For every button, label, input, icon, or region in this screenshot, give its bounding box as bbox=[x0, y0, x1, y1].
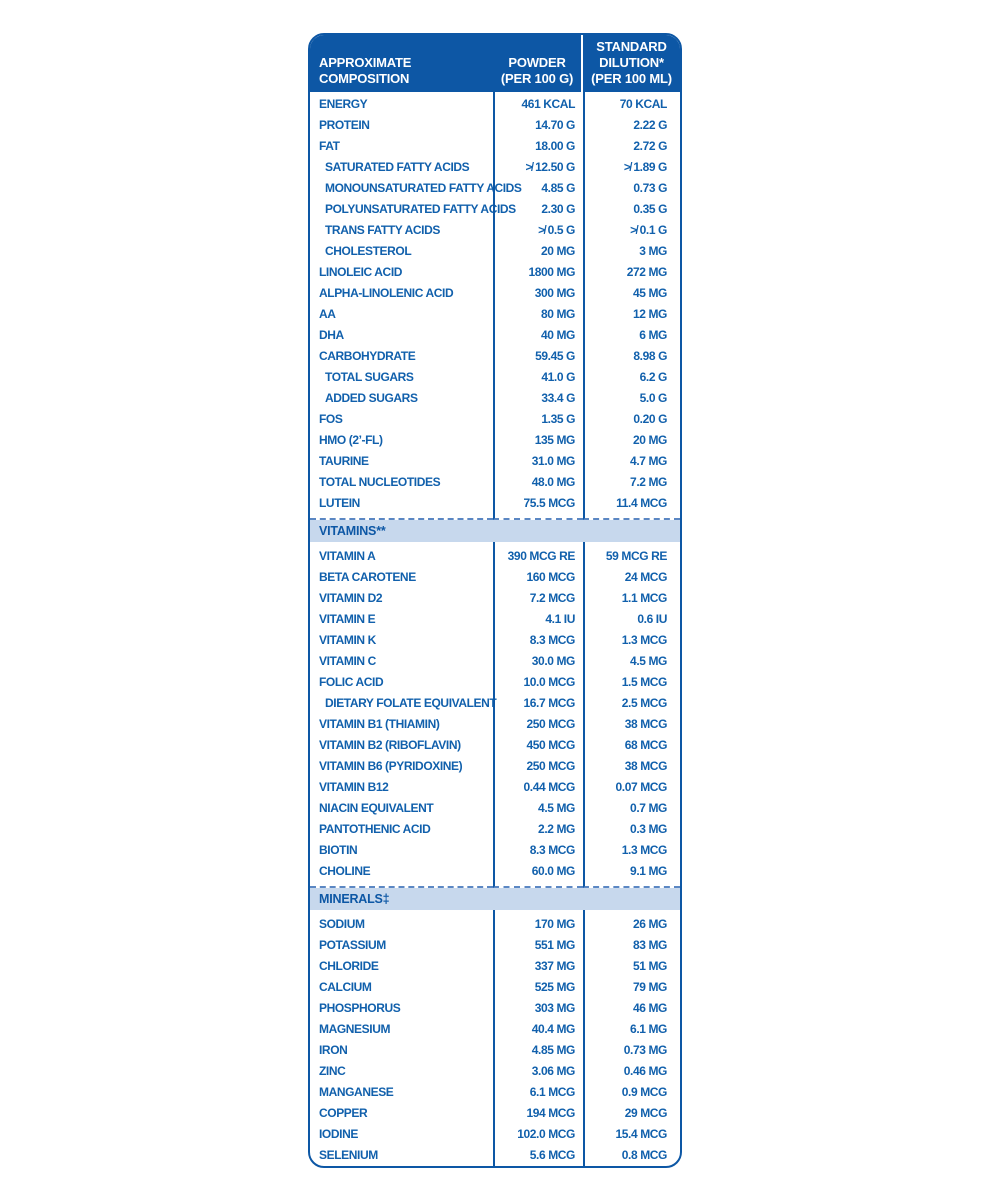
table-row bbox=[310, 777, 680, 798]
powder-value: 390 MCG RE bbox=[493, 546, 583, 567]
powder-value: 4.85 MG bbox=[493, 1040, 583, 1061]
table-row bbox=[310, 94, 680, 115]
dilution-value: 24 MCG bbox=[583, 567, 680, 588]
table-row bbox=[310, 567, 680, 588]
powder-value: 8.3 MCG bbox=[493, 840, 583, 861]
table-row bbox=[310, 199, 680, 220]
nutrient-label: VITAMIN E bbox=[319, 612, 376, 626]
powder-value: 160 MCG bbox=[493, 567, 583, 588]
dilution-value: 59 MCG RE bbox=[583, 546, 680, 567]
table-row bbox=[310, 956, 680, 977]
nutrient-label: ENERGY bbox=[319, 97, 368, 111]
dilution-value: 272 MG bbox=[583, 262, 680, 283]
dilution-value: 6.2 G bbox=[583, 367, 680, 388]
powder-value: 194 MCG bbox=[493, 1103, 583, 1124]
dilution-value: 15.4 MCG bbox=[583, 1124, 680, 1145]
dilution-value: 38 MCG bbox=[583, 756, 680, 777]
nutrient-label: POLYUNSATURATED FATTY ACIDS bbox=[325, 202, 516, 216]
powder-value: 2.30 G bbox=[493, 199, 583, 220]
dilution-value: ≯ 0.1 G bbox=[583, 220, 680, 241]
header-col3-line1: STANDARD bbox=[596, 39, 667, 54]
dilution-value: 20 MG bbox=[583, 430, 680, 451]
powder-value: 2.2 MG bbox=[493, 819, 583, 840]
table-row bbox=[310, 609, 680, 630]
dilution-value: 5.0 G bbox=[583, 388, 680, 409]
table-row bbox=[310, 346, 680, 367]
nutrient-label: PROTEIN bbox=[319, 118, 370, 132]
divider-segment bbox=[583, 882, 680, 888]
powder-value: 525 MG bbox=[493, 977, 583, 998]
powder-value: 102.0 MCG bbox=[493, 1124, 583, 1145]
dilution-value: 4.5 MG bbox=[583, 651, 680, 672]
dilution-value: ≯ 1.89 G bbox=[583, 157, 680, 178]
table-row bbox=[310, 693, 680, 714]
powder-value: 6.1 MCG bbox=[493, 1082, 583, 1103]
dilution-value: 0.07 MCG bbox=[583, 777, 680, 798]
dilution-value: 6.1 MG bbox=[583, 1019, 680, 1040]
powder-value: 16.7 MCG bbox=[493, 693, 583, 714]
powder-value: 170 MG bbox=[493, 914, 583, 935]
table-row bbox=[310, 861, 680, 882]
nutrient-label: NIACIN EQUIVALENT bbox=[319, 801, 434, 815]
powder-value: 4.1 IU bbox=[493, 609, 583, 630]
nutrient-label: VITAMIN B1 (THIAMIN) bbox=[319, 717, 440, 731]
powder-value: 18.00 G bbox=[493, 136, 583, 157]
table-row bbox=[310, 840, 680, 861]
dilution-value: 0.7 MG bbox=[583, 798, 680, 819]
powder-value: ≯ 0.5 G bbox=[493, 220, 583, 241]
dilution-value: 0.6 IU bbox=[583, 609, 680, 630]
powder-value: 250 MCG bbox=[493, 756, 583, 777]
nutrient-label: ADDED SUGARS bbox=[325, 391, 418, 405]
dilution-value: 4.7 MG bbox=[583, 451, 680, 472]
nutrient-label: BETA CAROTENE bbox=[319, 570, 416, 584]
nutrient-label: CARBOHYDRATE bbox=[319, 349, 416, 363]
table-row bbox=[310, 935, 680, 956]
table-row bbox=[310, 714, 680, 735]
table-row bbox=[310, 451, 680, 472]
dilution-value: 0.35 G bbox=[583, 199, 680, 220]
nutrient-label: PANTOTHENIC ACID bbox=[319, 822, 431, 836]
nutrient-label: MONOUNSATURATED FATTY ACIDS bbox=[325, 181, 522, 195]
dilution-value: 2.72 G bbox=[583, 136, 680, 157]
nutrient-label: MAGNESIUM bbox=[319, 1022, 391, 1036]
table-row bbox=[310, 493, 680, 514]
dilution-value: 12 MG bbox=[583, 304, 680, 325]
table-row bbox=[310, 977, 680, 998]
powder-value: 3.06 MG bbox=[493, 1061, 583, 1082]
table-row bbox=[310, 1061, 680, 1082]
dilution-value: 8.98 G bbox=[583, 346, 680, 367]
nutrient-label: IRON bbox=[319, 1043, 348, 1057]
powder-value: 33.4 G bbox=[493, 388, 583, 409]
table-row bbox=[310, 914, 680, 935]
dilution-value: 7.2 MG bbox=[583, 472, 680, 493]
powder-value: 4.85 G bbox=[493, 178, 583, 199]
nutrient-label: IODINE bbox=[319, 1127, 358, 1141]
powder-value: 20 MG bbox=[493, 241, 583, 262]
powder-value: 48.0 MG bbox=[493, 472, 583, 493]
table-row bbox=[310, 1145, 680, 1166]
dilution-value: 51 MG bbox=[583, 956, 680, 977]
powder-value: 450 MCG bbox=[493, 735, 583, 756]
nutrient-label: CALCIUM bbox=[319, 980, 372, 994]
table-row bbox=[310, 588, 680, 609]
powder-value: 4.5 MG bbox=[493, 798, 583, 819]
nutrient-label: COPPER bbox=[319, 1106, 368, 1120]
nutrient-label: VITAMIN A bbox=[319, 549, 376, 563]
table-row bbox=[310, 546, 680, 567]
nutrient-label: SODIUM bbox=[319, 917, 365, 931]
divider-segment bbox=[493, 514, 583, 520]
dilution-value: 70 KCAL bbox=[583, 94, 680, 115]
nutrient-label: ZINC bbox=[319, 1064, 346, 1078]
table-row bbox=[310, 157, 680, 178]
dilution-value: 68 MCG bbox=[583, 735, 680, 756]
nutrient-label: BIOTIN bbox=[319, 843, 358, 857]
table-row bbox=[310, 367, 680, 388]
powder-value: 41.0 G bbox=[493, 367, 583, 388]
dilution-value: 0.3 MG bbox=[583, 819, 680, 840]
section-header: MINERALS‡ bbox=[310, 888, 680, 910]
table-row bbox=[310, 178, 680, 199]
table-row bbox=[310, 304, 680, 325]
dilution-value: 1.3 MCG bbox=[583, 840, 680, 861]
powder-value: 60.0 MG bbox=[493, 861, 583, 882]
header-col1-line2: COMPOSITION bbox=[319, 71, 410, 86]
powder-value: 461 KCAL bbox=[493, 94, 583, 115]
header-col3-line2: DILUTION* bbox=[599, 55, 664, 70]
header-col1-line1: APPROXIMATE bbox=[319, 55, 412, 70]
powder-value: 1.35 G bbox=[493, 409, 583, 430]
dilution-value: 46 MG bbox=[583, 998, 680, 1019]
powder-value: 135 MG bbox=[493, 430, 583, 451]
dilution-value: 79 MG bbox=[583, 977, 680, 998]
table-row bbox=[310, 262, 680, 283]
nutrient-label: AA bbox=[319, 307, 336, 321]
table-row bbox=[310, 735, 680, 756]
nutrient-label: SATURATED FATTY ACIDS bbox=[325, 160, 470, 174]
table-row bbox=[310, 998, 680, 1019]
dilution-value: 2.22 G bbox=[583, 115, 680, 136]
table-row bbox=[310, 651, 680, 672]
table-body bbox=[310, 92, 680, 1166]
table-row bbox=[310, 136, 680, 157]
nutrient-label: VITAMIN K bbox=[319, 633, 376, 647]
powder-value: 1800 MG bbox=[493, 262, 583, 283]
nutrient-label: PHOSPHORUS bbox=[319, 1001, 401, 1015]
table-row bbox=[310, 283, 680, 304]
powder-value: 75.5 MCG bbox=[493, 493, 583, 514]
dilution-value: 1.3 MCG bbox=[583, 630, 680, 651]
nutrient-label: CHOLESTEROL bbox=[325, 244, 412, 258]
nutrient-label: SELENIUM bbox=[319, 1148, 378, 1162]
dilution-value: 0.20 G bbox=[583, 409, 680, 430]
table-row bbox=[310, 325, 680, 346]
powder-value: 31.0 MG bbox=[493, 451, 583, 472]
dilution-value: 2.5 MCG bbox=[583, 693, 680, 714]
header-standard-dilution bbox=[583, 35, 680, 92]
table-row bbox=[310, 630, 680, 651]
nutrient-label: CHLORIDE bbox=[319, 959, 379, 973]
powder-value: ≯ 12.50 G bbox=[493, 157, 583, 178]
powder-value: 300 MG bbox=[493, 283, 583, 304]
dilution-value: 0.46 MG bbox=[583, 1061, 680, 1082]
dilution-value: 45 MG bbox=[583, 283, 680, 304]
powder-value: 0.44 MCG bbox=[493, 777, 583, 798]
powder-value: 80 MG bbox=[493, 304, 583, 325]
powder-value: 59.45 G bbox=[493, 346, 583, 367]
table-row bbox=[310, 1040, 680, 1061]
powder-value: 40.4 MG bbox=[493, 1019, 583, 1040]
header-approximate-composition bbox=[310, 35, 493, 92]
nutrient-label: TAURINE bbox=[319, 454, 369, 468]
table-row bbox=[310, 241, 680, 262]
nutrient-label: VITAMIN B2 (RIBOFLAVIN) bbox=[319, 738, 461, 752]
dilution-value: 0.8 MCG bbox=[583, 1145, 680, 1166]
header-col2-line1: POWDER bbox=[508, 55, 566, 70]
dilution-value: 3 MG bbox=[583, 241, 680, 262]
dilution-value: 26 MG bbox=[583, 914, 680, 935]
table-row bbox=[310, 1124, 680, 1145]
nutrient-label: FAT bbox=[319, 139, 340, 153]
powder-value: 337 MG bbox=[493, 956, 583, 977]
dilution-value: 29 MCG bbox=[583, 1103, 680, 1124]
nutrient-label: MANGANESE bbox=[319, 1085, 394, 1099]
powder-value: 40 MG bbox=[493, 325, 583, 346]
table-row bbox=[310, 220, 680, 241]
nutrient-label: VITAMIN B6 (PYRIDOXINE) bbox=[319, 759, 463, 773]
table-row bbox=[310, 819, 680, 840]
nutrient-label: TOTAL NUCLEOTIDES bbox=[319, 475, 441, 489]
powder-value: 551 MG bbox=[493, 935, 583, 956]
powder-value: 8.3 MCG bbox=[493, 630, 583, 651]
table-row bbox=[310, 409, 680, 430]
nutrient-label: VITAMIN D2 bbox=[319, 591, 383, 605]
table-row bbox=[310, 798, 680, 819]
powder-value: 14.70 G bbox=[493, 115, 583, 136]
table-row bbox=[310, 672, 680, 693]
powder-value: 250 MCG bbox=[493, 714, 583, 735]
powder-value: 7.2 MCG bbox=[493, 588, 583, 609]
table-row bbox=[310, 430, 680, 451]
table-row bbox=[310, 115, 680, 136]
table-row bbox=[310, 756, 680, 777]
dilution-value: 9.1 MG bbox=[583, 861, 680, 882]
nutrient-label: DIETARY FOLATE EQUIVALENT bbox=[325, 696, 497, 710]
nutrient-label: FOS bbox=[319, 412, 343, 426]
dilution-value: 11.4 MCG bbox=[583, 493, 680, 514]
nutrient-label: CHOLINE bbox=[319, 864, 371, 878]
table-row bbox=[310, 388, 680, 409]
header-col2-line2: (PER 100 G) bbox=[500, 71, 574, 86]
nutrient-label: POTASSIUM bbox=[319, 938, 386, 952]
nutrient-label: HMO (2’-FL) bbox=[319, 433, 383, 447]
nutrient-label: VITAMIN C bbox=[319, 654, 376, 668]
nutrient-label: FOLIC ACID bbox=[319, 675, 384, 689]
table-row bbox=[310, 1082, 680, 1103]
divider-segment bbox=[493, 882, 583, 888]
powder-value: 30.0 MG bbox=[493, 651, 583, 672]
table-header bbox=[310, 35, 680, 92]
nutrient-label: DHA bbox=[319, 328, 344, 342]
nutrient-label: ALPHA-LINOLENIC ACID bbox=[319, 286, 454, 300]
table-row bbox=[310, 472, 680, 493]
nutrient-label: TRANS FATTY ACIDS bbox=[325, 223, 440, 237]
nutrient-label: LUTEIN bbox=[319, 496, 360, 510]
header-col3-line3: (PER 100 ML) bbox=[591, 71, 672, 86]
header-powder bbox=[493, 35, 583, 92]
dilution-value: 0.73 G bbox=[583, 178, 680, 199]
powder-value: 10.0 MCG bbox=[493, 672, 583, 693]
powder-value: 303 MG bbox=[493, 998, 583, 1019]
dilution-value: 0.73 MG bbox=[583, 1040, 680, 1061]
dilution-value: 0.9 MCG bbox=[583, 1082, 680, 1103]
nutrient-label: VITAMIN B12 bbox=[319, 780, 389, 794]
dilution-value: 1.1 MCG bbox=[583, 588, 680, 609]
table-row bbox=[310, 1103, 680, 1124]
table-row bbox=[310, 1019, 680, 1040]
composition-table bbox=[308, 33, 682, 1168]
powder-value: 5.6 MCG bbox=[493, 1145, 583, 1166]
section-header: VITAMINS** bbox=[310, 520, 680, 542]
dilution-value: 83 MG bbox=[583, 935, 680, 956]
dilution-value: 1.5 MCG bbox=[583, 672, 680, 693]
divider-segment bbox=[583, 514, 680, 520]
nutrient-label: LINOLEIC ACID bbox=[319, 265, 403, 279]
nutrient-label: TOTAL SUGARS bbox=[325, 370, 414, 384]
dilution-value: 38 MCG bbox=[583, 714, 680, 735]
dilution-value: 6 MG bbox=[583, 325, 680, 346]
